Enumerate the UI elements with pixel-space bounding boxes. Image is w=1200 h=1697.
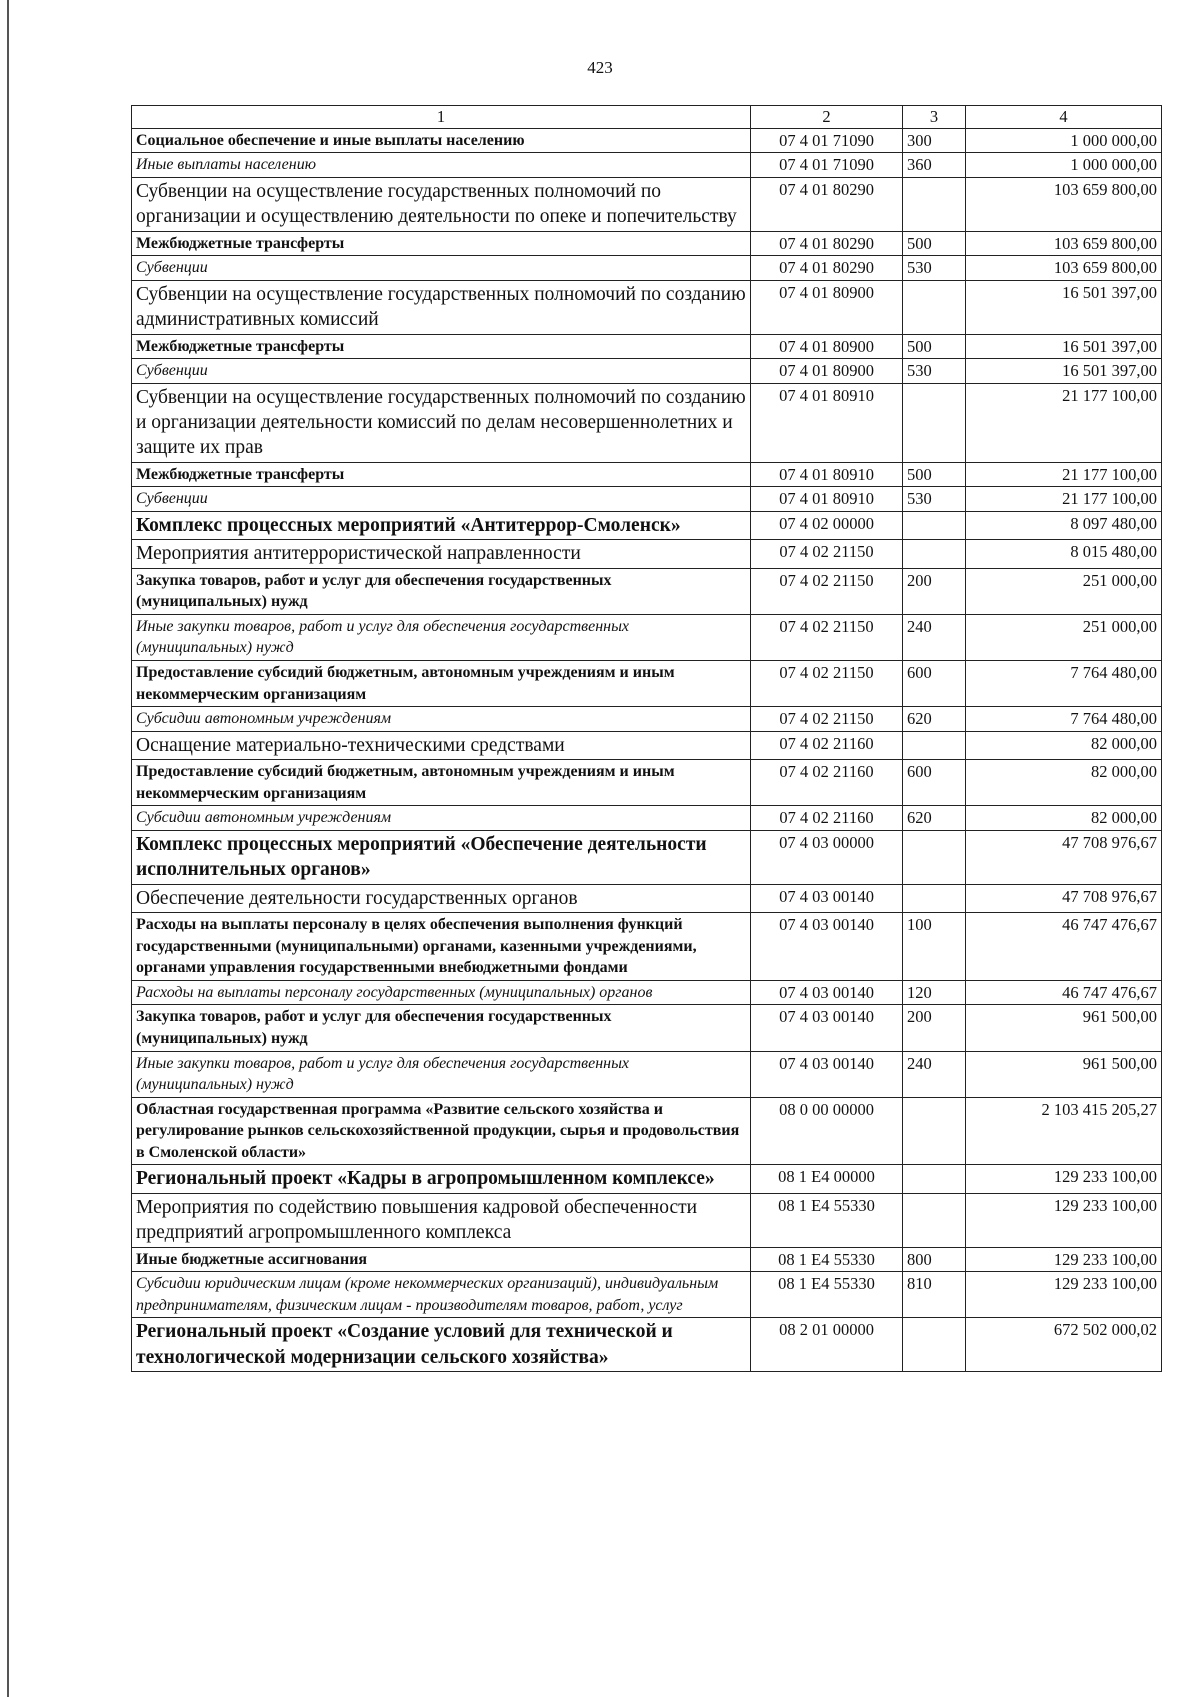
row-name-cell: Мероприятия антитеррористической направленности — [132, 540, 751, 568]
table-row — [132, 980, 1162, 1005]
row-amount-cell: 21 177 100,00 — [966, 462, 1162, 487]
table-row — [132, 1165, 1162, 1193]
table-row — [132, 1005, 1162, 1051]
table-row — [132, 1051, 1162, 1097]
table-row — [132, 614, 1162, 660]
row-amount-cell: 47 708 976,67 — [966, 830, 1162, 884]
row-code-cell: 07 4 03 00140 — [751, 980, 903, 1005]
row-code-cell: 07 4 01 80290 — [751, 177, 903, 231]
row-expense-type-cell — [903, 830, 966, 884]
table-row — [132, 806, 1162, 831]
row-name-cell: Субсидии юридическим лицам (кроме некоммерческих организаций), индивидуальным предпринимателям, физическим лицам - производителям товаров, работ, услуг — [132, 1272, 751, 1318]
row-code-cell: 07 4 03 00140 — [751, 1005, 903, 1051]
table-row — [132, 1318, 1162, 1372]
row-code-cell: 08 1 E4 55330 — [751, 1193, 903, 1247]
row-amount-cell: 21 177 100,00 — [966, 487, 1162, 512]
row-name-cell: Межбюджетные трансферты — [132, 462, 751, 487]
row-name-cell: Расходы на выплаты персоналу в целях обеспечения выполнения функций государственными (муниципальными) органами, казенными учреждениями, органами управления государственными внебюджетными фондами — [132, 912, 751, 980]
row-code-cell: 07 4 01 80900 — [751, 334, 903, 359]
page-margin-line — [7, 0, 9, 1697]
table-row — [132, 540, 1162, 568]
row-name-cell: Субсидии автономным учреждениям — [132, 707, 751, 732]
row-name-cell: Обеспечение деятельности государственных органов — [132, 884, 751, 912]
table-row — [132, 511, 1162, 539]
row-code-cell: 07 4 01 80900 — [751, 359, 903, 384]
row-name-cell: Иные закупки товаров, работ и услуг для обеспечения государственных (муниципальных) нужд — [132, 1051, 751, 1097]
row-expense-type-cell — [903, 1165, 966, 1193]
table-row — [132, 884, 1162, 912]
row-name-cell: Социальное обеспечение и иные выплаты населению — [132, 128, 751, 153]
row-expense-type-cell: 530 — [903, 487, 966, 512]
row-expense-type-cell: 800 — [903, 1247, 966, 1272]
row-amount-cell: 2 103 415 205,27 — [966, 1097, 1162, 1165]
row-amount-cell: 16 501 397,00 — [966, 280, 1162, 334]
row-code-cell: 08 1 E4 55330 — [751, 1247, 903, 1272]
table-row — [132, 334, 1162, 359]
row-amount-cell: 1 000 000,00 — [966, 153, 1162, 178]
row-code-cell: 07 4 02 21160 — [751, 760, 903, 806]
row-name-cell: Предоставление субсидий бюджетным, автономным учреждениям и иным некоммерческим организациям — [132, 661, 751, 707]
row-code-cell: 07 4 03 00140 — [751, 912, 903, 980]
row-code-cell: 07 4 01 80910 — [751, 462, 903, 487]
table-row — [132, 177, 1162, 231]
row-name-cell: Иные выплаты населению — [132, 153, 751, 178]
row-expense-type-cell — [903, 511, 966, 539]
row-expense-type-cell: 600 — [903, 760, 966, 806]
row-amount-cell: 82 000,00 — [966, 806, 1162, 831]
row-expense-type-cell: 600 — [903, 661, 966, 707]
row-name-cell: Закупка товаров, работ и услуг для обеспечения государственных (муниципальных) нужд — [132, 568, 751, 614]
row-amount-cell: 103 659 800,00 — [966, 256, 1162, 281]
row-expense-type-cell: 530 — [903, 359, 966, 384]
row-code-cell: 07 4 01 71090 — [751, 128, 903, 153]
table-row — [132, 661, 1162, 707]
row-code-cell: 07 4 02 21150 — [751, 568, 903, 614]
row-code-cell: 07 4 02 21150 — [751, 661, 903, 707]
row-amount-cell: 129 233 100,00 — [966, 1193, 1162, 1247]
row-code-cell: 07 4 01 80910 — [751, 383, 903, 462]
row-code-cell: 07 4 01 71090 — [751, 153, 903, 178]
table-row — [132, 830, 1162, 884]
row-expense-type-cell: 500 — [903, 462, 966, 487]
row-expense-type-cell: 100 — [903, 912, 966, 980]
row-code-cell: 07 4 01 80290 — [751, 231, 903, 256]
row-amount-cell: 82 000,00 — [966, 760, 1162, 806]
row-name-cell: Субвенции на осуществление государственных полномочий по организации и осуществлению деятельности по опеке и попечительству — [132, 177, 751, 231]
row-amount-cell: 47 708 976,67 — [966, 884, 1162, 912]
row-code-cell: 07 4 02 21150 — [751, 540, 903, 568]
budget-table — [131, 105, 1162, 1372]
row-code-cell: 08 1 E4 00000 — [751, 1165, 903, 1193]
row-expense-type-cell: 300 — [903, 128, 966, 153]
table-row — [132, 707, 1162, 732]
row-name-cell: Субвенции на осуществление государственных полномочий по созданию административных комиссий — [132, 280, 751, 334]
row-amount-cell: 672 502 000,02 — [966, 1318, 1162, 1372]
row-code-cell: 07 4 02 21160 — [751, 806, 903, 831]
table-header-row — [132, 106, 1162, 129]
row-expense-type-cell: 120 — [903, 980, 966, 1005]
table-row — [132, 568, 1162, 614]
row-amount-cell: 129 233 100,00 — [966, 1247, 1162, 1272]
row-code-cell: 07 4 02 21150 — [751, 614, 903, 660]
table-row — [132, 1193, 1162, 1247]
table-row — [132, 487, 1162, 512]
row-name-cell: Субсидии автономным учреждениям — [132, 806, 751, 831]
column-header-1: 1 — [132, 106, 751, 129]
row-expense-type-cell: 810 — [903, 1272, 966, 1318]
row-code-cell: 07 4 01 80900 — [751, 280, 903, 334]
row-amount-cell: 961 500,00 — [966, 1051, 1162, 1097]
row-amount-cell: 16 501 397,00 — [966, 359, 1162, 384]
column-header-3: 3 — [903, 106, 966, 129]
row-name-cell: Региональный проект «Кадры в агропромышленном комплексе» — [132, 1165, 751, 1193]
table-row — [132, 760, 1162, 806]
row-code-cell: 07 4 02 00000 — [751, 511, 903, 539]
table-row — [132, 383, 1162, 462]
row-expense-type-cell — [903, 177, 966, 231]
row-expense-type-cell — [903, 1193, 966, 1247]
row-amount-cell: 7 764 480,00 — [966, 707, 1162, 732]
row-amount-cell: 251 000,00 — [966, 614, 1162, 660]
column-header-2: 2 — [751, 106, 903, 129]
row-code-cell: 08 2 01 00000 — [751, 1318, 903, 1372]
row-name-cell: Мероприятия по содействию повышения кадровой обеспеченности предприятий агропромышленного комплекса — [132, 1193, 751, 1247]
row-code-cell: 07 4 02 21160 — [751, 731, 903, 759]
row-expense-type-cell: 530 — [903, 256, 966, 281]
row-expense-type-cell — [903, 731, 966, 759]
table-body — [132, 106, 1162, 1372]
row-name-cell: Субвенции — [132, 359, 751, 384]
row-amount-cell: 129 233 100,00 — [966, 1165, 1162, 1193]
row-name-cell: Межбюджетные трансферты — [132, 231, 751, 256]
row-expense-type-cell — [903, 280, 966, 334]
row-name-cell: Расходы на выплаты персоналу государственных (муниципальных) органов — [132, 980, 751, 1005]
row-expense-type-cell — [903, 1318, 966, 1372]
row-code-cell: 07 4 03 00140 — [751, 884, 903, 912]
row-code-cell: 07 4 03 00140 — [751, 1051, 903, 1097]
row-code-cell: 07 4 01 80910 — [751, 487, 903, 512]
row-name-cell: Региональный проект «Создание условий для технической и технологической модернизации сельского хозяйства» — [132, 1318, 751, 1372]
row-name-cell: Закупка товаров, работ и услуг для обеспечения государственных (муниципальных) нужд — [132, 1005, 751, 1051]
row-expense-type-cell — [903, 383, 966, 462]
row-expense-type-cell: 620 — [903, 806, 966, 831]
page-number: 423 — [587, 58, 613, 77]
row-expense-type-cell: 500 — [903, 334, 966, 359]
table-row — [132, 256, 1162, 281]
row-amount-cell: 961 500,00 — [966, 1005, 1162, 1051]
row-amount-cell: 21 177 100,00 — [966, 383, 1162, 462]
row-name-cell: Субвенции на осуществление государственных полномочий по созданию и организации деятельности комиссий по делам несовершеннолетних и защите их прав — [132, 383, 751, 462]
row-expense-type-cell: 200 — [903, 568, 966, 614]
table-row — [132, 1247, 1162, 1272]
row-expense-type-cell: 200 — [903, 1005, 966, 1051]
row-amount-cell: 129 233 100,00 — [966, 1272, 1162, 1318]
row-expense-type-cell: 360 — [903, 153, 966, 178]
row-expense-type-cell — [903, 1097, 966, 1165]
row-expense-type-cell: 240 — [903, 614, 966, 660]
row-expense-type-cell — [903, 884, 966, 912]
row-amount-cell: 46 747 476,67 — [966, 980, 1162, 1005]
row-code-cell: 07 4 01 80290 — [751, 256, 903, 281]
table-row — [132, 1097, 1162, 1165]
row-amount-cell: 8 015 480,00 — [966, 540, 1162, 568]
column-header-4: 4 — [966, 106, 1162, 129]
row-amount-cell: 46 747 476,67 — [966, 912, 1162, 980]
row-code-cell: 07 4 03 00000 — [751, 830, 903, 884]
row-name-cell: Иные бюджетные ассигнования — [132, 1247, 751, 1272]
table-row — [132, 153, 1162, 178]
row-expense-type-cell: 620 — [903, 707, 966, 732]
row-amount-cell: 16 501 397,00 — [966, 334, 1162, 359]
row-name-cell: Комплекс процессных мероприятий «Антитеррор-Смоленск» — [132, 511, 751, 539]
row-amount-cell: 7 764 480,00 — [966, 661, 1162, 707]
row-code-cell: 08 1 E4 55330 — [751, 1272, 903, 1318]
row-name-cell: Предоставление субсидий бюджетным, автономным учреждениям и иным некоммерческим организациям — [132, 760, 751, 806]
row-name-cell: Комплекс процессных мероприятий «Обеспечение деятельности исполнительных органов» — [132, 830, 751, 884]
row-amount-cell: 251 000,00 — [966, 568, 1162, 614]
table-row — [132, 359, 1162, 384]
row-name-cell: Субвенции — [132, 256, 751, 281]
table-row — [132, 1272, 1162, 1318]
row-expense-type-cell: 500 — [903, 231, 966, 256]
row-amount-cell: 82 000,00 — [966, 731, 1162, 759]
row-amount-cell: 103 659 800,00 — [966, 177, 1162, 231]
table-row — [132, 731, 1162, 759]
table-row — [132, 912, 1162, 980]
row-expense-type-cell: 240 — [903, 1051, 966, 1097]
row-expense-type-cell — [903, 540, 966, 568]
table-row — [132, 128, 1162, 153]
row-name-cell: Оснащение материально-техническими средствами — [132, 731, 751, 759]
row-code-cell: 08 0 00 00000 — [751, 1097, 903, 1165]
table-row — [132, 280, 1162, 334]
row-name-cell: Межбюджетные трансферты — [132, 334, 751, 359]
row-code-cell: 07 4 02 21150 — [751, 707, 903, 732]
row-name-cell: Областная государственная программа «Развитие сельского хозяйства и регулирование рынков сельскохозяйственной продукции, сырья и продовольствия в Смоленской области» — [132, 1097, 751, 1165]
row-name-cell: Субвенции — [132, 487, 751, 512]
row-amount-cell: 103 659 800,00 — [966, 231, 1162, 256]
row-amount-cell: 8 097 480,00 — [966, 511, 1162, 539]
table-row — [132, 231, 1162, 256]
table-row — [132, 462, 1162, 487]
row-amount-cell: 1 000 000,00 — [966, 128, 1162, 153]
row-name-cell: Иные закупки товаров, работ и услуг для обеспечения государственных (муниципальных) нужд — [132, 614, 751, 660]
